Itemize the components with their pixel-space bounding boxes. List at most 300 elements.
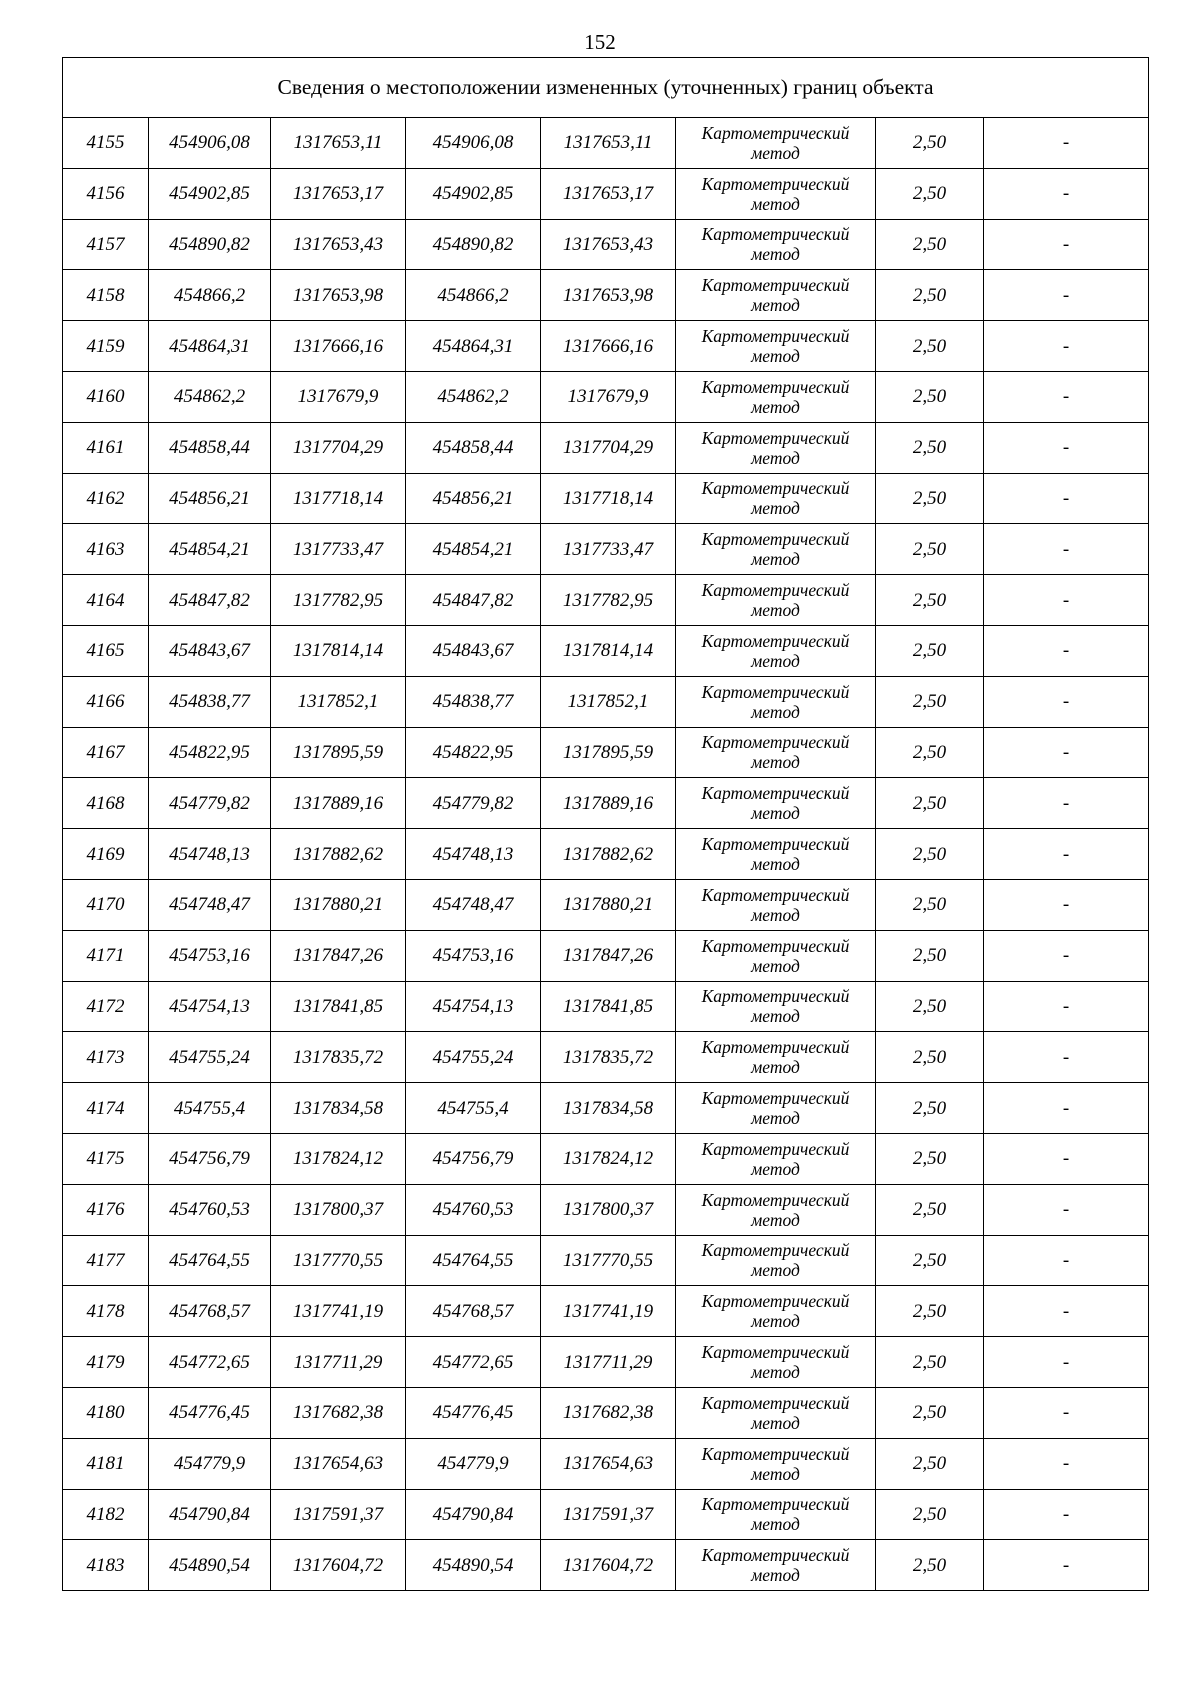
description-cell: - [984, 524, 1149, 575]
x-refined-cell: 454906,08 [406, 118, 541, 169]
method-line-2: метод [751, 1412, 800, 1433]
x-existing-cell: 454753,16 [149, 930, 271, 981]
y-existing-cell: 1317718,14 [271, 473, 406, 524]
accuracy-cell: 2,50 [876, 778, 984, 829]
description-cell: - [984, 575, 1149, 626]
y-refined-cell: 1317682,38 [541, 1387, 676, 1438]
table-row [63, 930, 1149, 981]
method-line-2: метод [751, 1108, 800, 1129]
point-number-cell: 4162 [63, 473, 149, 524]
x-existing-cell: 454779,82 [149, 778, 271, 829]
boundary-coordinates-table [62, 57, 1149, 1591]
x-refined-cell: 454847,82 [406, 575, 541, 626]
table-row [63, 422, 1149, 473]
method-cell [676, 778, 876, 829]
x-refined-cell: 454890,82 [406, 219, 541, 270]
y-refined-cell: 1317654,63 [541, 1438, 676, 1489]
point-number-cell: 4165 [63, 625, 149, 676]
table-row [63, 524, 1149, 575]
accuracy-cell: 2,50 [876, 1133, 984, 1184]
accuracy-cell: 2,50 [876, 219, 984, 270]
x-refined-cell: 454748,47 [406, 879, 541, 930]
x-existing-cell: 454776,45 [149, 1387, 271, 1438]
x-existing-cell: 454866,2 [149, 270, 271, 321]
y-refined-cell: 1317852,1 [541, 676, 676, 727]
description-cell: - [984, 1337, 1149, 1388]
description-cell: - [984, 1083, 1149, 1134]
method-line-1: Картометрический [701, 986, 850, 1007]
x-existing-cell: 454843,67 [149, 625, 271, 676]
point-number-cell: 4170 [63, 879, 149, 930]
point-number-cell: 4181 [63, 1438, 149, 1489]
method-line-1: Картометрический [701, 580, 850, 601]
x-refined-cell: 454772,65 [406, 1337, 541, 1388]
point-number-cell: 4180 [63, 1387, 149, 1438]
y-existing-cell: 1317882,62 [271, 829, 406, 880]
y-refined-cell: 1317741,19 [541, 1286, 676, 1337]
x-existing-cell: 454838,77 [149, 676, 271, 727]
method-line-2: метод [751, 904, 800, 925]
table-row [63, 1337, 1149, 1388]
y-refined-cell: 1317834,58 [541, 1083, 676, 1134]
point-number-cell: 4172 [63, 981, 149, 1032]
accuracy-cell: 2,50 [876, 118, 984, 169]
method-line-2: метод [751, 244, 800, 265]
table-title: Сведения о местоположении измененных (уточненных) границ объекта [63, 58, 1149, 118]
y-refined-cell: 1317733,47 [541, 524, 676, 575]
y-refined-cell: 1317880,21 [541, 879, 676, 930]
method-cell [676, 575, 876, 626]
point-number-cell: 4160 [63, 371, 149, 422]
point-number-cell: 4179 [63, 1337, 149, 1388]
method-cell [676, 118, 876, 169]
x-existing-cell: 454754,13 [149, 981, 271, 1032]
method-line-2: метод [751, 1311, 800, 1332]
x-refined-cell: 454843,67 [406, 625, 541, 676]
y-existing-cell: 1317782,95 [271, 575, 406, 626]
point-number-cell: 4175 [63, 1133, 149, 1184]
x-existing-cell: 454847,82 [149, 575, 271, 626]
x-existing-cell: 454902,85 [149, 168, 271, 219]
accuracy-cell: 2,50 [876, 575, 984, 626]
method-line-2: метод [751, 295, 800, 316]
method-cell [676, 270, 876, 321]
method-line-1: Картометрический [701, 681, 850, 702]
accuracy-cell: 2,50 [876, 1032, 984, 1083]
method-line-1: Картометрический [701, 1545, 850, 1566]
table-row [63, 1235, 1149, 1286]
method-line-2: метод [751, 1362, 800, 1383]
description-cell: - [984, 727, 1149, 778]
method-cell [676, 422, 876, 473]
y-refined-cell: 1317704,29 [541, 422, 676, 473]
x-refined-cell: 454779,9 [406, 1438, 541, 1489]
accuracy-cell: 2,50 [876, 1387, 984, 1438]
x-refined-cell: 454748,13 [406, 829, 541, 880]
point-number-cell: 4156 [63, 168, 149, 219]
point-number-cell: 4171 [63, 930, 149, 981]
table-row [63, 727, 1149, 778]
x-existing-cell: 454890,82 [149, 219, 271, 270]
description-cell: - [984, 1235, 1149, 1286]
table-row [63, 1489, 1149, 1540]
x-refined-cell: 454776,45 [406, 1387, 541, 1438]
method-line-2: метод [751, 549, 800, 570]
method-line-2: метод [751, 1057, 800, 1078]
table-row [63, 1540, 1149, 1591]
table-row [63, 118, 1149, 169]
y-existing-cell: 1317814,14 [271, 625, 406, 676]
description-cell: - [984, 422, 1149, 473]
method-cell [676, 1184, 876, 1235]
y-refined-cell: 1317718,14 [541, 473, 676, 524]
accuracy-cell: 2,50 [876, 321, 984, 372]
y-existing-cell: 1317711,29 [271, 1337, 406, 1388]
y-existing-cell: 1317591,37 [271, 1489, 406, 1540]
y-existing-cell: 1317679,9 [271, 371, 406, 422]
method-cell [676, 1387, 876, 1438]
description-cell: - [984, 879, 1149, 930]
description-cell: - [984, 829, 1149, 880]
x-refined-cell: 454755,4 [406, 1083, 541, 1134]
point-number-cell: 4178 [63, 1286, 149, 1337]
y-existing-cell: 1317741,19 [271, 1286, 406, 1337]
method-cell [676, 981, 876, 1032]
y-existing-cell: 1317682,38 [271, 1387, 406, 1438]
description-cell: - [984, 168, 1149, 219]
description-cell: - [984, 1489, 1149, 1540]
method-cell [676, 1133, 876, 1184]
accuracy-cell: 2,50 [876, 1438, 984, 1489]
page-number: 152 [584, 30, 616, 54]
method-line-1: Картометрический [701, 1443, 850, 1464]
method-line-1: Картометрический [701, 122, 850, 143]
y-refined-cell: 1317895,59 [541, 727, 676, 778]
method-cell [676, 1083, 876, 1134]
point-number-cell: 4176 [63, 1184, 149, 1235]
method-line-2: метод [751, 142, 800, 163]
y-refined-cell: 1317889,16 [541, 778, 676, 829]
description-cell: - [984, 270, 1149, 321]
description-cell: - [984, 219, 1149, 270]
point-number-cell: 4183 [63, 1540, 149, 1591]
x-existing-cell: 454779,9 [149, 1438, 271, 1489]
method-line-1: Картометрический [701, 1189, 850, 1210]
table-row [63, 981, 1149, 1032]
y-refined-cell: 1317591,37 [541, 1489, 676, 1540]
method-line-2: метод [751, 1514, 800, 1535]
x-existing-cell: 454906,08 [149, 118, 271, 169]
y-existing-cell: 1317653,11 [271, 118, 406, 169]
method-line-1: Картометрический [701, 275, 850, 296]
description-cell: - [984, 778, 1149, 829]
method-line-1: Картометрический [701, 1138, 850, 1159]
method-line-1: Картометрический [701, 427, 850, 448]
method-cell [676, 524, 876, 575]
point-number-cell: 4168 [63, 778, 149, 829]
table-row [63, 219, 1149, 270]
y-existing-cell: 1317653,17 [271, 168, 406, 219]
method-line-2: метод [751, 1463, 800, 1484]
method-cell [676, 1337, 876, 1388]
y-existing-cell: 1317852,1 [271, 676, 406, 727]
y-existing-cell: 1317841,85 [271, 981, 406, 1032]
y-existing-cell: 1317889,16 [271, 778, 406, 829]
accuracy-cell: 2,50 [876, 981, 984, 1032]
table-row [63, 1032, 1149, 1083]
accuracy-cell: 2,50 [876, 676, 984, 727]
x-existing-cell: 454764,55 [149, 1235, 271, 1286]
x-refined-cell: 454858,44 [406, 422, 541, 473]
y-existing-cell: 1317704,29 [271, 422, 406, 473]
x-refined-cell: 454902,85 [406, 168, 541, 219]
description-cell: - [984, 676, 1149, 727]
x-existing-cell: 454755,4 [149, 1083, 271, 1134]
method-line-1: Картометрический [701, 224, 850, 245]
x-refined-cell: 454790,84 [406, 1489, 541, 1540]
x-existing-cell: 454856,21 [149, 473, 271, 524]
point-number-cell: 4157 [63, 219, 149, 270]
table-row [63, 778, 1149, 829]
x-refined-cell: 454755,24 [406, 1032, 541, 1083]
method-cell [676, 219, 876, 270]
accuracy-cell: 2,50 [876, 879, 984, 930]
description-cell: - [984, 321, 1149, 372]
method-line-2: метод [751, 1006, 800, 1027]
table-row [63, 1184, 1149, 1235]
point-number-cell: 4161 [63, 422, 149, 473]
description-cell: - [984, 625, 1149, 676]
x-refined-cell: 454779,82 [406, 778, 541, 829]
y-existing-cell: 1317835,72 [271, 1032, 406, 1083]
table-row [63, 879, 1149, 930]
accuracy-cell: 2,50 [876, 1286, 984, 1337]
x-refined-cell: 454768,57 [406, 1286, 541, 1337]
point-number-cell: 4166 [63, 676, 149, 727]
description-cell: - [984, 930, 1149, 981]
method-line-2: метод [751, 193, 800, 214]
description-cell: - [984, 1540, 1149, 1591]
method-line-2: метод [751, 650, 800, 671]
y-refined-cell: 1317653,43 [541, 219, 676, 270]
accuracy-cell: 2,50 [876, 1083, 984, 1134]
method-line-2: метод [751, 1209, 800, 1230]
y-refined-cell: 1317800,37 [541, 1184, 676, 1235]
table-row [63, 168, 1149, 219]
method-line-1: Картометрический [701, 478, 850, 499]
x-refined-cell: 454822,95 [406, 727, 541, 778]
method-line-1: Картометрический [701, 1392, 850, 1413]
method-line-1: Картометрический [701, 1494, 850, 1515]
y-refined-cell: 1317653,98 [541, 270, 676, 321]
x-refined-cell: 454854,21 [406, 524, 541, 575]
accuracy-cell: 2,50 [876, 625, 984, 676]
method-line-1: Картометрический [701, 834, 850, 855]
accuracy-cell: 2,50 [876, 727, 984, 778]
accuracy-cell: 2,50 [876, 371, 984, 422]
x-existing-cell: 454862,2 [149, 371, 271, 422]
y-refined-cell: 1317814,14 [541, 625, 676, 676]
method-line-2: метод [751, 955, 800, 976]
description-cell: - [984, 1387, 1149, 1438]
method-line-1: Картометрический [701, 326, 850, 347]
point-number-cell: 4159 [63, 321, 149, 372]
description-cell: - [984, 1032, 1149, 1083]
x-existing-cell: 454822,95 [149, 727, 271, 778]
method-line-2: метод [751, 752, 800, 773]
y-existing-cell: 1317733,47 [271, 524, 406, 575]
x-refined-cell: 454856,21 [406, 473, 541, 524]
point-number-cell: 4158 [63, 270, 149, 321]
x-refined-cell: 454760,53 [406, 1184, 541, 1235]
description-cell: - [984, 371, 1149, 422]
accuracy-cell: 2,50 [876, 829, 984, 880]
y-refined-cell: 1317824,12 [541, 1133, 676, 1184]
y-refined-cell: 1317666,16 [541, 321, 676, 372]
method-cell [676, 1032, 876, 1083]
description-cell: - [984, 1184, 1149, 1235]
x-refined-cell: 454764,55 [406, 1235, 541, 1286]
y-existing-cell: 1317824,12 [271, 1133, 406, 1184]
method-line-1: Картометрический [701, 884, 850, 905]
y-existing-cell: 1317895,59 [271, 727, 406, 778]
y-refined-cell: 1317782,95 [541, 575, 676, 626]
method-line-1: Картометрический [701, 529, 850, 550]
x-refined-cell: 454862,2 [406, 371, 541, 422]
method-line-2: метод [751, 1565, 800, 1586]
y-existing-cell: 1317800,37 [271, 1184, 406, 1235]
x-refined-cell: 454866,2 [406, 270, 541, 321]
method-line-2: метод [751, 803, 800, 824]
point-number-cell: 4155 [63, 118, 149, 169]
point-number-cell: 4167 [63, 727, 149, 778]
y-existing-cell: 1317847,26 [271, 930, 406, 981]
description-cell: - [984, 1133, 1149, 1184]
accuracy-cell: 2,50 [876, 1337, 984, 1388]
y-refined-cell: 1317653,17 [541, 168, 676, 219]
method-line-2: метод [751, 701, 800, 722]
y-refined-cell: 1317604,72 [541, 1540, 676, 1591]
method-line-1: Картометрический [701, 783, 850, 804]
point-number-cell: 4177 [63, 1235, 149, 1286]
y-existing-cell: 1317770,55 [271, 1235, 406, 1286]
y-existing-cell: 1317666,16 [271, 321, 406, 372]
table-row [63, 1438, 1149, 1489]
description-cell: - [984, 1286, 1149, 1337]
x-existing-cell: 454790,84 [149, 1489, 271, 1540]
x-existing-cell: 454768,57 [149, 1286, 271, 1337]
table-row [63, 371, 1149, 422]
method-line-2: метод [751, 600, 800, 621]
y-existing-cell: 1317653,98 [271, 270, 406, 321]
table-row [63, 676, 1149, 727]
method-cell [676, 879, 876, 930]
table-row [63, 625, 1149, 676]
y-refined-cell: 1317835,72 [541, 1032, 676, 1083]
method-cell [676, 1540, 876, 1591]
table-row [63, 1083, 1149, 1134]
table-row [63, 270, 1149, 321]
description-cell: - [984, 1438, 1149, 1489]
method-line-2: метод [751, 447, 800, 468]
y-existing-cell: 1317834,58 [271, 1083, 406, 1134]
x-existing-cell: 454854,21 [149, 524, 271, 575]
method-cell [676, 321, 876, 372]
method-line-1: Картометрический [701, 1240, 850, 1261]
method-line-1: Картометрический [701, 732, 850, 753]
y-existing-cell: 1317654,63 [271, 1438, 406, 1489]
method-cell [676, 1489, 876, 1540]
x-existing-cell: 454760,53 [149, 1184, 271, 1235]
x-refined-cell: 454838,77 [406, 676, 541, 727]
method-cell [676, 473, 876, 524]
table-row [63, 1286, 1149, 1337]
method-line-2: метод [751, 854, 800, 875]
x-refined-cell: 454753,16 [406, 930, 541, 981]
method-cell [676, 168, 876, 219]
description-cell: - [984, 981, 1149, 1032]
method-cell [676, 676, 876, 727]
method-cell [676, 829, 876, 880]
accuracy-cell: 2,50 [876, 473, 984, 524]
table-row [63, 321, 1149, 372]
description-cell: - [984, 118, 1149, 169]
method-line-1: Картометрический [701, 1342, 850, 1363]
method-line-1: Картометрический [701, 1037, 850, 1058]
x-refined-cell: 454864,31 [406, 321, 541, 372]
method-line-2: метод [751, 1158, 800, 1179]
accuracy-cell: 2,50 [876, 270, 984, 321]
method-line-2: метод [751, 1260, 800, 1281]
y-refined-cell: 1317882,62 [541, 829, 676, 880]
y-existing-cell: 1317604,72 [271, 1540, 406, 1591]
method-line-1: Картометрический [701, 935, 850, 956]
table-row [63, 575, 1149, 626]
method-cell [676, 1438, 876, 1489]
point-number-cell: 4164 [63, 575, 149, 626]
x-refined-cell: 454756,79 [406, 1133, 541, 1184]
x-existing-cell: 454864,31 [149, 321, 271, 372]
method-cell [676, 371, 876, 422]
point-number-cell: 4169 [63, 829, 149, 880]
method-line-2: метод [751, 346, 800, 367]
table-row [63, 829, 1149, 880]
accuracy-cell: 2,50 [876, 1489, 984, 1540]
y-existing-cell: 1317653,43 [271, 219, 406, 270]
table-row [63, 1387, 1149, 1438]
x-refined-cell: 454754,13 [406, 981, 541, 1032]
method-cell [676, 625, 876, 676]
point-number-cell: 4163 [63, 524, 149, 575]
y-refined-cell: 1317711,29 [541, 1337, 676, 1388]
x-existing-cell: 454748,13 [149, 829, 271, 880]
x-refined-cell: 454890,54 [406, 1540, 541, 1591]
accuracy-cell: 2,50 [876, 1540, 984, 1591]
x-existing-cell: 454772,65 [149, 1337, 271, 1388]
method-line-1: Картометрический [701, 1291, 850, 1312]
method-cell [676, 1235, 876, 1286]
point-number-cell: 4182 [63, 1489, 149, 1540]
x-existing-cell: 454756,79 [149, 1133, 271, 1184]
y-existing-cell: 1317880,21 [271, 879, 406, 930]
method-cell [676, 1286, 876, 1337]
table-row [63, 1133, 1149, 1184]
x-existing-cell: 454858,44 [149, 422, 271, 473]
x-existing-cell: 454755,24 [149, 1032, 271, 1083]
method-line-1: Картометрический [701, 173, 850, 194]
method-line-1: Картометрический [701, 630, 850, 651]
method-cell [676, 727, 876, 778]
